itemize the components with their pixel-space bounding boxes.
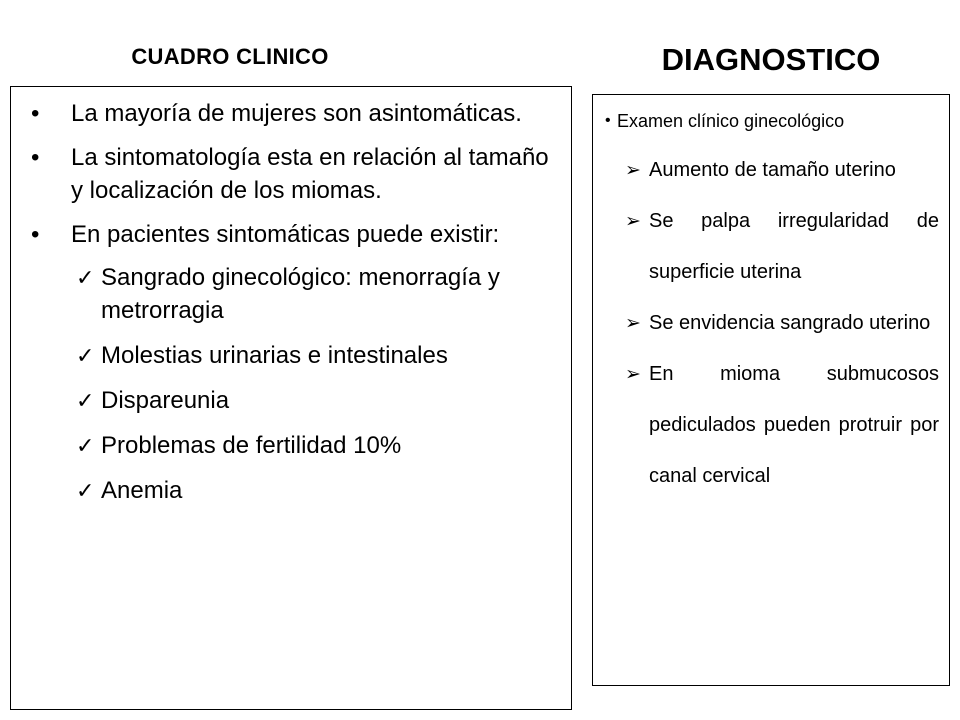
bullet-dot-icon: • [605, 112, 611, 129]
list-item [76, 429, 561, 462]
bullet-list [31, 97, 561, 507]
heading-text: Examen clínico ginecológico [617, 111, 845, 131]
list-item [76, 384, 561, 417]
list-item [625, 145, 939, 196]
right-title: DIAGNOSTICO [661, 42, 881, 77]
arrow-text: En mioma submucosos pediculados pueden protruir por canal cervical [649, 363, 939, 487]
bullet-text: La sintomatología esta en relación al tamaño y localización de los miomas. [71, 144, 549, 204]
arrow-right-icon: ➢ [625, 313, 641, 334]
bullet-dot-icon: • [31, 100, 40, 127]
check-list [71, 261, 561, 507]
bullet-text: En pacientes sintomáticas puede existir: [71, 221, 500, 248]
checkmark-icon: ✓ [76, 343, 95, 368]
list-item [31, 218, 561, 507]
bullet-dot-icon: • [31, 144, 40, 171]
arrow-text: Se palpa irregularidad de superficie uterina [649, 210, 939, 283]
list-item [31, 97, 561, 130]
checkmark-icon: ✓ [76, 388, 95, 413]
left-title: CUADRO CLINICO [131, 44, 329, 69]
check-text: Dispareunia [101, 387, 230, 414]
arrow-right-icon: ➢ [625, 160, 641, 181]
list-item [625, 298, 939, 349]
check-text: Molestias urinarias e intestinales [101, 342, 448, 369]
arrow-text: Aumento de tamaño uterino [649, 159, 896, 181]
cuadro-clinico-box [10, 86, 572, 710]
bullet-dot-icon: • [31, 221, 40, 248]
checkmark-icon: ✓ [76, 265, 95, 290]
list-item [31, 141, 561, 207]
diagnostico-box [592, 94, 950, 686]
checkmark-icon: ✓ [76, 433, 95, 458]
list-item [76, 339, 561, 372]
list-item [625, 196, 939, 298]
list-item [76, 261, 561, 327]
bullet-text: La mayoría de mujeres son asintomáticas. [71, 100, 522, 127]
list-item [625, 349, 939, 502]
check-text: Anemia [101, 477, 183, 504]
arrow-right-icon: ➢ [625, 211, 641, 232]
arrow-text: Se envidencia sangrado uterino [649, 312, 931, 334]
list-item [76, 474, 561, 507]
arrow-right-icon: ➢ [625, 364, 641, 385]
checkmark-icon: ✓ [76, 478, 95, 503]
check-text: Sangrado ginecológico: menorragía y metrorragia [101, 264, 500, 324]
check-text: Problemas de fertilidad 10% [101, 432, 402, 459]
diagnostico-heading [605, 109, 939, 133]
arrow-list [605, 145, 939, 502]
